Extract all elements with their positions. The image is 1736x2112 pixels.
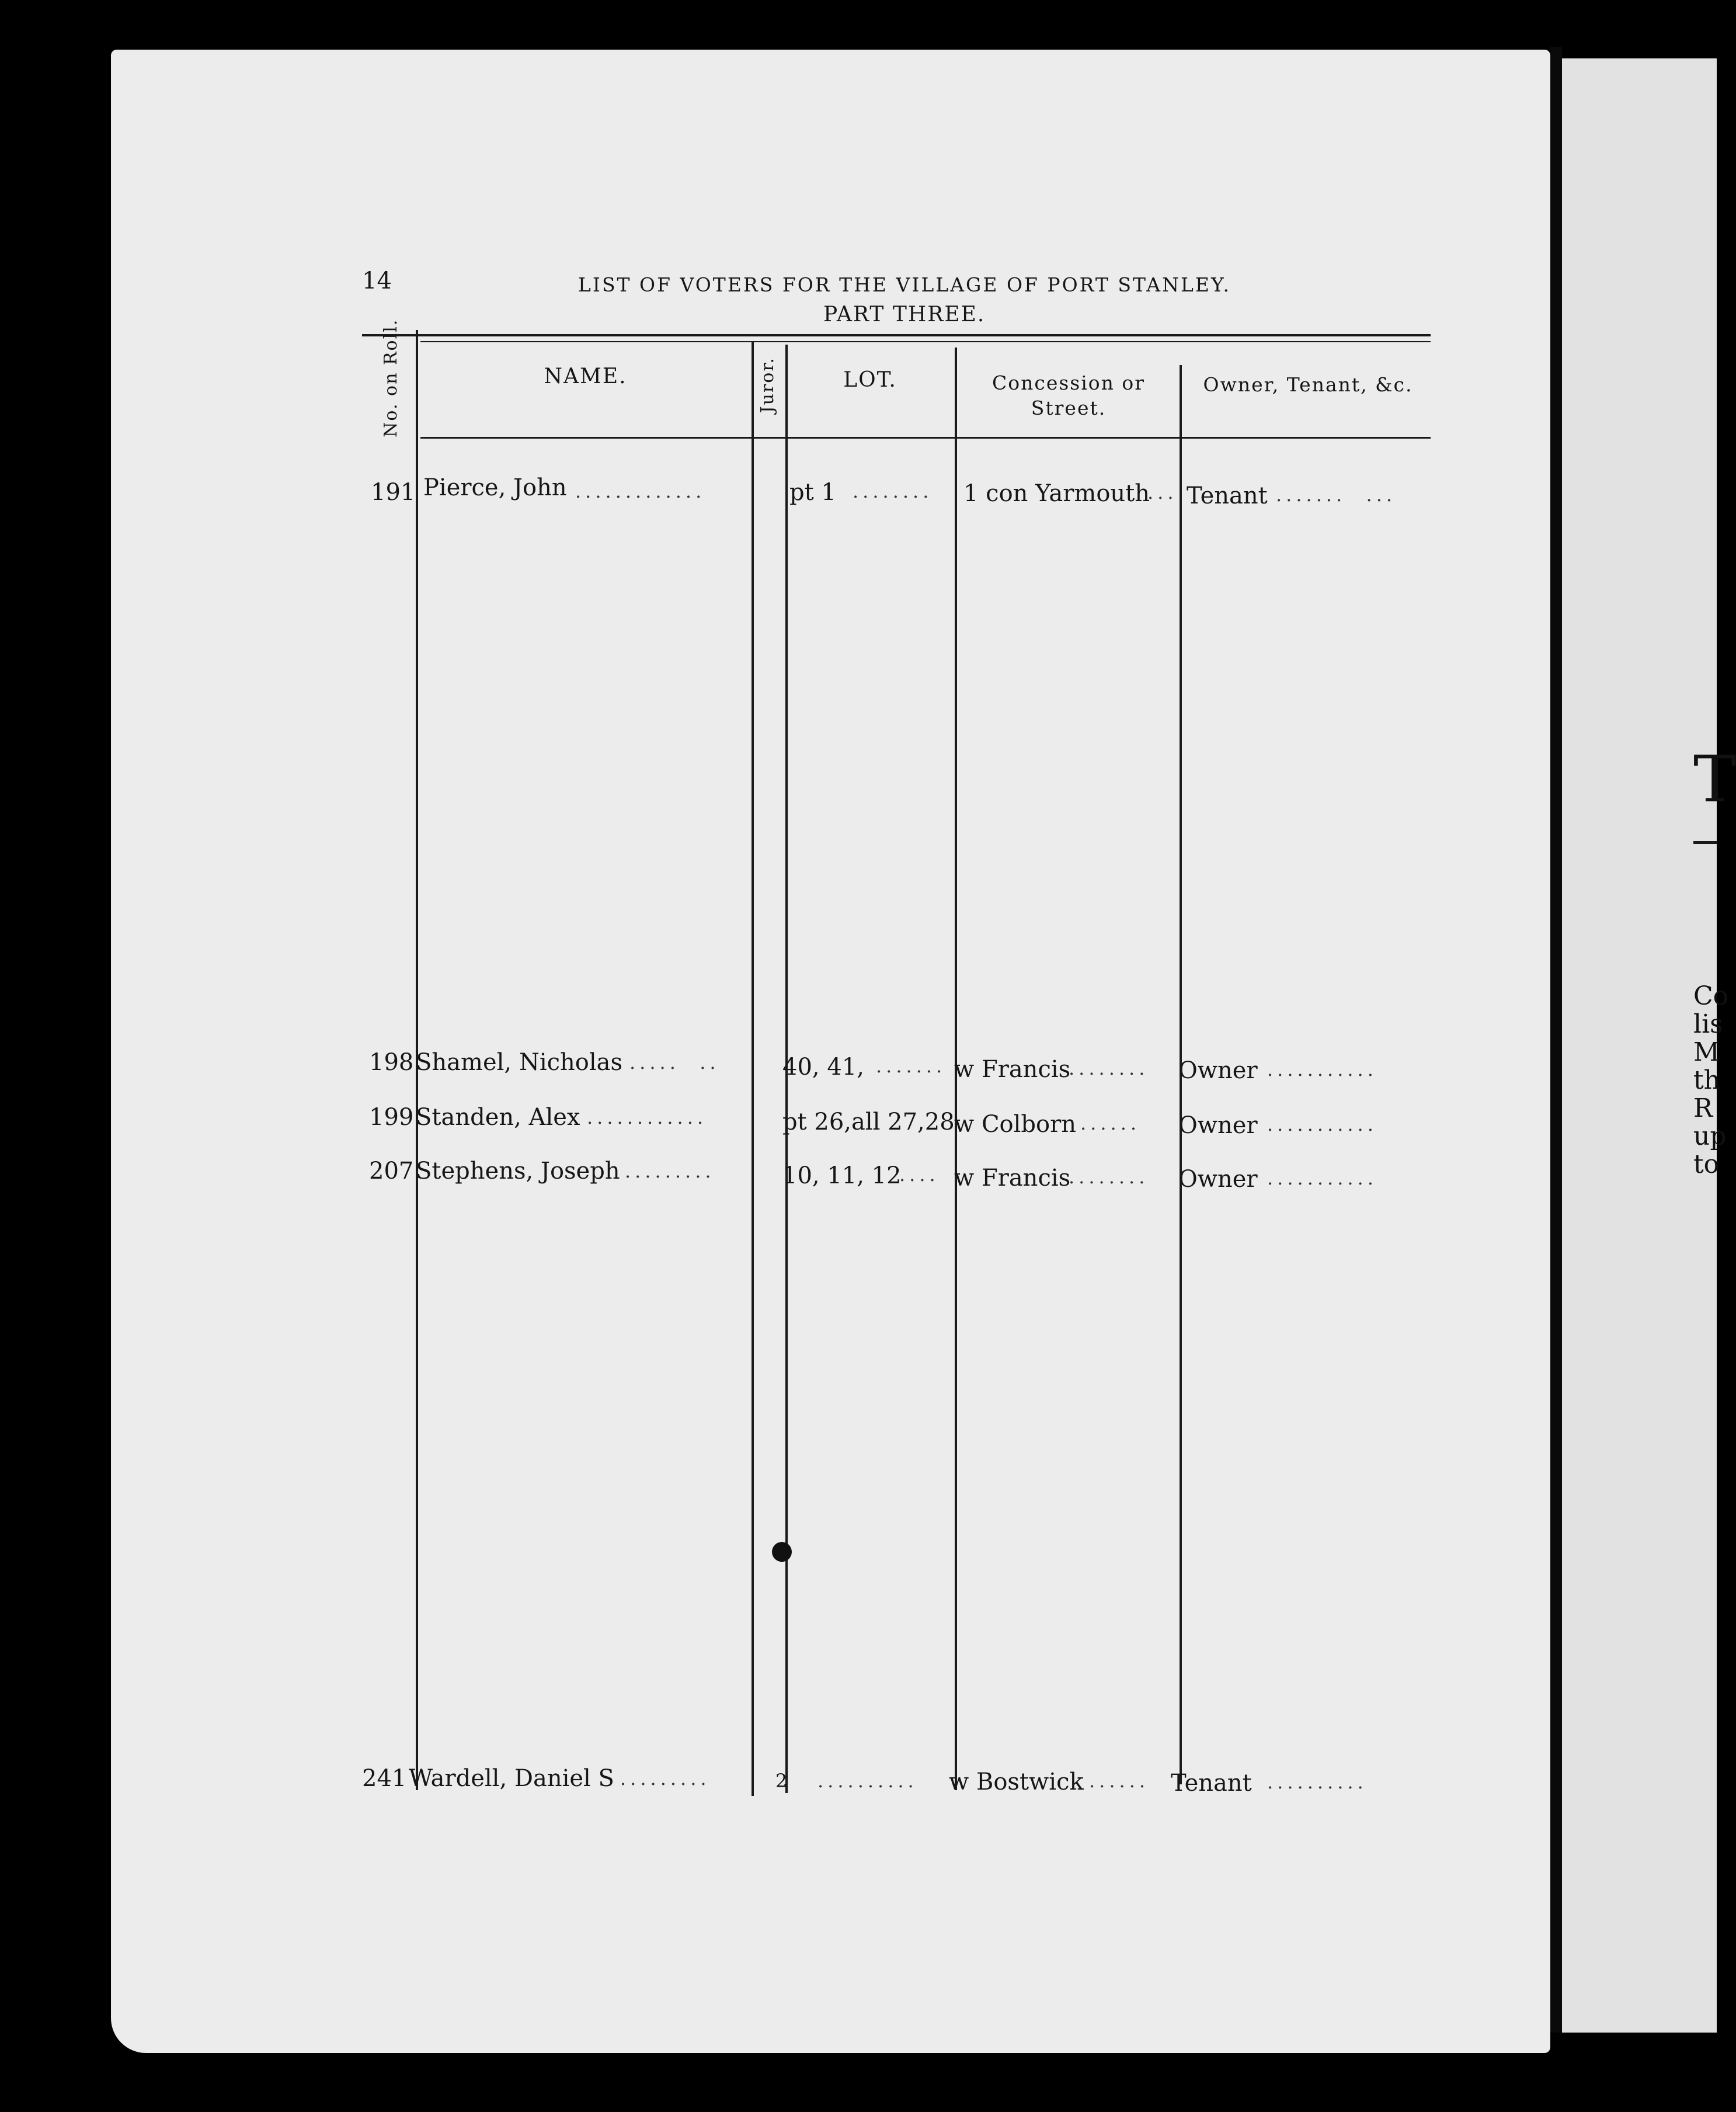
next-page-fragment: M — [1693, 1037, 1720, 1067]
dot-leader: ......... — [625, 1160, 715, 1182]
lot: 40, 41, — [782, 1054, 864, 1081]
next-page-fragment: T — [1693, 742, 1736, 817]
header-juror: Juror. — [757, 357, 778, 414]
next-page-fragment: to — [1693, 1149, 1720, 1179]
dot-leader: ............ — [587, 1106, 708, 1128]
dot-leader: .... — [899, 1163, 940, 1186]
lot: 10, 11, 12 — [782, 1162, 902, 1189]
ink-blot — [772, 1542, 792, 1562]
header-top-rule — [362, 334, 1431, 336]
dot-leader: ...... — [1080, 1112, 1141, 1134]
next-page-fragment: th — [1693, 1065, 1721, 1095]
dot-leader: ...... — [1089, 1770, 1150, 1792]
header-owner: Owner, Tenant, &c. — [1203, 373, 1413, 396]
concession: w Francis — [954, 1165, 1071, 1192]
lot: 2 — [775, 1770, 788, 1792]
dot-leader: ... — [1147, 481, 1178, 503]
voter-name: Wardell, Daniel S — [409, 1765, 614, 1792]
concession: w Colborn — [954, 1111, 1077, 1138]
running-title: LIST OF VOTERS FOR THE VILLAGE OF PORT STANLEY. — [578, 273, 1231, 296]
dot-leader: ........... — [1267, 1167, 1377, 1189]
column-divider-name — [752, 342, 754, 1796]
voter-name: Pierce, John — [423, 474, 567, 501]
voter-name: Shamel, Nicholas — [416, 1049, 623, 1076]
next-page-fragment: up — [1693, 1121, 1727, 1151]
dot-leader: ..... .. — [629, 1051, 720, 1074]
roll-number: 199 — [369, 1104, 414, 1131]
dot-leader: ........... — [1267, 1058, 1377, 1081]
roll-number: 241 — [362, 1765, 407, 1792]
roll-number: 191 — [371, 479, 416, 506]
dot-leader: ........ — [1069, 1057, 1149, 1079]
next-page-fragment: R — [1693, 1093, 1713, 1123]
header-top-rule-thin — [420, 341, 1431, 342]
voter-name: Stephens, Joseph — [416, 1158, 620, 1184]
next-page-fragment: lis — [1693, 1009, 1723, 1039]
roll-number: 207 — [369, 1158, 414, 1184]
owner-status: Owner — [1178, 1166, 1258, 1193]
header-no-on-roll: No. on Roll. — [380, 318, 401, 437]
lot: pt 1 — [789, 479, 836, 506]
header-concession: Concession or Street. — [991, 371, 1146, 419]
dot-leader: ............. — [575, 480, 706, 502]
lot: pt 26,all 27,28 — [782, 1109, 955, 1135]
dot-leader: ........... — [1267, 1113, 1377, 1135]
roll-number: 198 — [369, 1049, 414, 1076]
dot-leader: ......... — [620, 1767, 711, 1790]
voter-name: Standen, Alex — [416, 1104, 580, 1131]
owner-status: Tenant — [1171, 1770, 1252, 1797]
header-bottom-rule — [420, 437, 1431, 439]
dot-leader: ....... ... — [1276, 484, 1397, 506]
dot-leader: .......... — [1267, 1771, 1368, 1793]
next-page-rule — [1693, 841, 1717, 844]
page-number: 14 — [362, 268, 392, 294]
concession: w Bostwick — [949, 1769, 1084, 1795]
owner-status: Owner — [1178, 1112, 1258, 1139]
owner-status: Owner — [1178, 1057, 1258, 1084]
dot-leader: .......... — [817, 1770, 918, 1792]
dot-leader: ....... — [876, 1055, 947, 1077]
concession: 1 con Yarmouth — [963, 480, 1150, 507]
part-title: PART THREE. — [823, 303, 986, 326]
header-name: NAME. — [544, 364, 627, 388]
header-lot: LOT. — [843, 368, 897, 392]
dot-leader: ........ — [1069, 1166, 1149, 1188]
page-sheet — [111, 50, 1550, 2053]
dot-leader: ........ — [853, 480, 933, 502]
book-spine — [1550, 47, 1562, 2033]
concession: w Francis — [954, 1056, 1071, 1083]
owner-status: Tenant — [1187, 482, 1268, 509]
next-page-fragment: Co — [1693, 981, 1729, 1011]
